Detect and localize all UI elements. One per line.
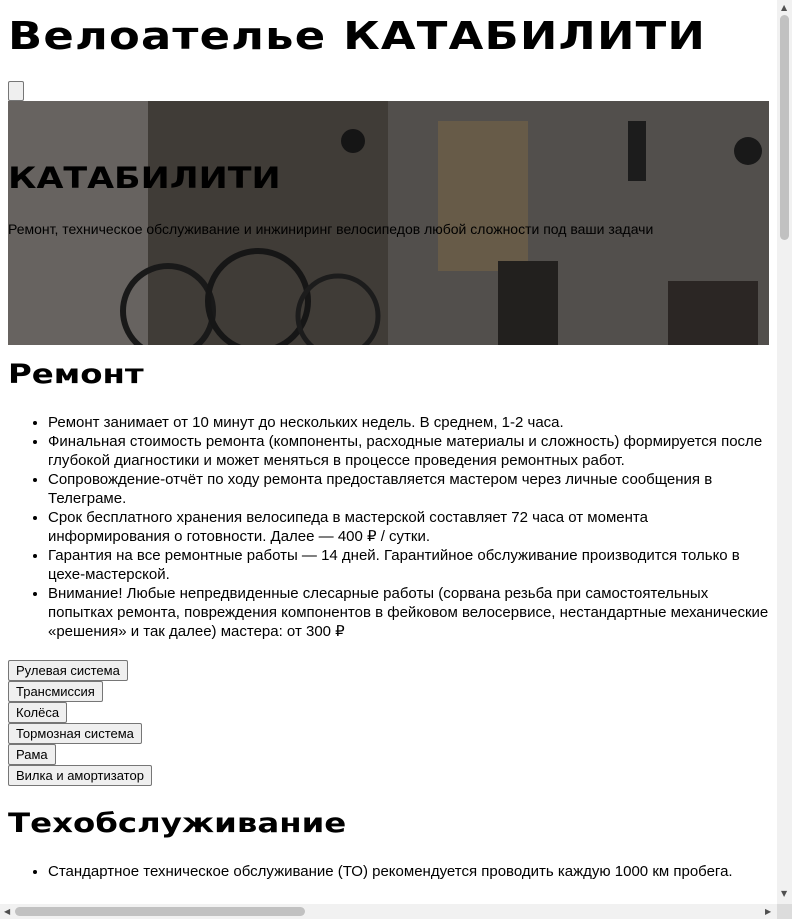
transmission-button[interactable]: Трансмиссия [8,681,103,702]
fork-shock-button[interactable]: Вилка и амортизатор [8,765,152,786]
list-item: • Сопровождение-отчёт по ходу ремонта предоставляется мастером через личные сообщения в Телеграме. [48,470,769,508]
scroll-down-icon[interactable]: ▼ [781,889,788,898]
list-item: • Гарантия на все ремонтные работы — 14 дней. Гарантийное обслуживание производится только в цехе-мастерской. [48,546,769,584]
repair-category-buttons [8,660,769,786]
frame-button[interactable]: Рама [8,744,56,765]
menu-button[interactable] [8,81,24,101]
horizontal-scroll-thumb[interactable] [15,907,305,916]
steering-button[interactable]: Рулевая система [8,660,128,681]
list-item: • Стандартное техническое обслуживание (ТО) рекомендуется проводить каждую 1000 км пробега. [48,862,769,881]
horizontal-scrollbar[interactable] [0,904,777,919]
repair-list [8,413,769,641]
maintenance-title: Техобслуживание [8,808,347,839]
scrollbar-corner [777,904,792,919]
scroll-up-icon[interactable]: ▲ [781,3,788,12]
site-title: Велоателье КАТАБИЛИТИ [8,14,707,58]
list-item: • Срок бесплатного хранения велосипеда в мастерской составляет 72 часа от момента информирования о готовности. Далее — 400 ₽ / сутки. [48,508,769,546]
scroll-left-icon[interactable]: ◀ [4,907,11,916]
hero-title: КАТАБИЛИТИ [8,161,281,195]
page-content [0,12,777,881]
list-item: • Внимание! Любые непредвиденные слесарные работы (сорвана резьба при самостоятельных попытках ремонта, повреждения компонентов в фейковом велосервисе, нестандартные механические «решения» и так далее) мастера: от 300 ₽ [48,584,769,641]
list-item: • Финальная стоимость ремонта (компоненты, расходные материалы и сложность) формируется после глубокой диагностики и может меняться в процессе проведения ремонтных работ. [48,432,769,470]
wheels-button[interactable]: Колёса [8,702,67,723]
scroll-right-icon[interactable]: ▶ [765,907,772,916]
repair-title: Ремонт [8,359,144,390]
hero-subtitle: Ремонт, техническое обслуживание и инжиниринг велосипедов любой сложности под ваши задачи [8,221,654,237]
brakes-button[interactable]: Тормозная система [8,723,142,744]
maintenance-list [8,862,769,881]
list-item: • Ремонт занимает от 10 минут до нескольких недель. В среднем, 1-2 часа. [48,413,769,432]
hero-banner [8,101,769,345]
vertical-scrollbar[interactable] [777,0,792,904]
vertical-scroll-thumb[interactable] [780,15,789,240]
